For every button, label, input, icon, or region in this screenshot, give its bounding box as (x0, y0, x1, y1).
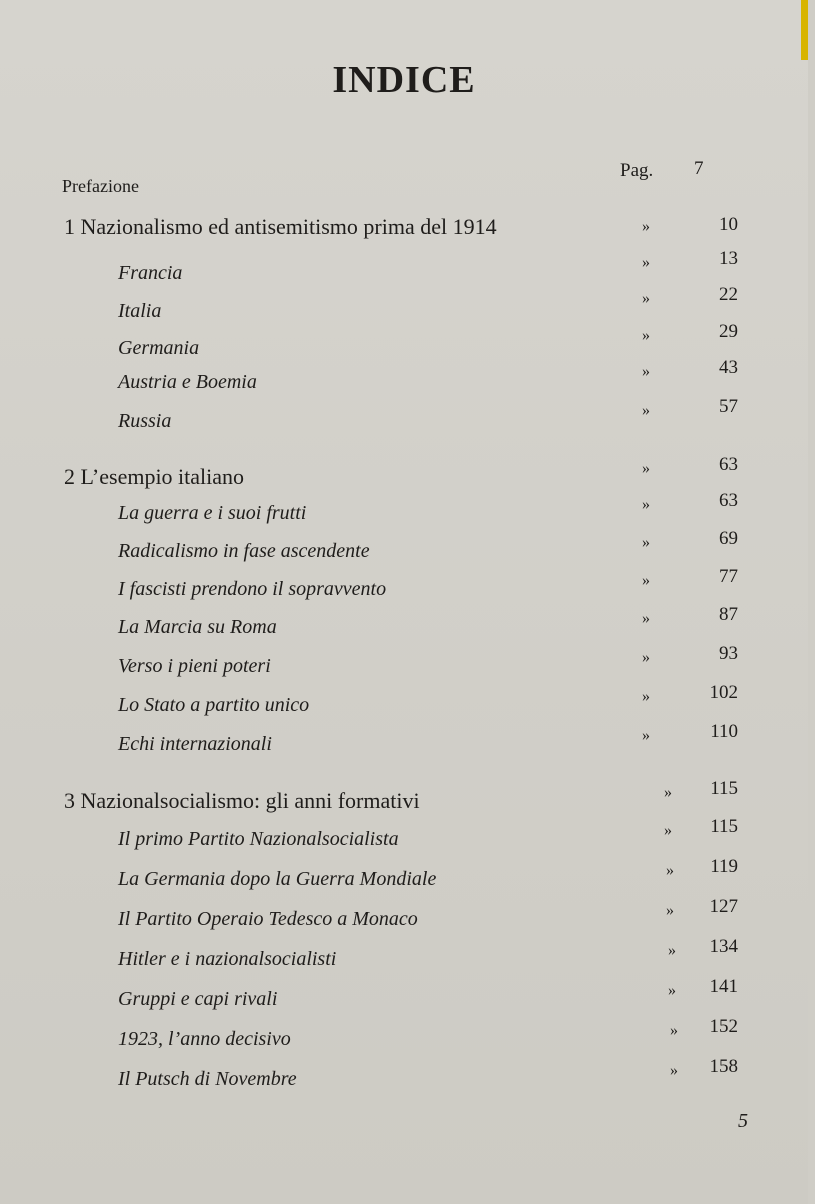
chapter-label: 2 L’esempio italiano (64, 464, 245, 489)
page-number: 87 (719, 604, 738, 625)
ditto-mark: » (664, 784, 672, 801)
page-number: 127 (709, 896, 738, 917)
toc-chapter (0, 778, 808, 818)
page-number: 134 (709, 936, 738, 957)
section-label: Il primo Partito Nazionalsocialista (118, 828, 399, 850)
page-number: 115 (710, 778, 738, 799)
section-label: Germania (118, 337, 200, 359)
toc-section (0, 896, 808, 938)
ditto-mark: » (642, 572, 650, 589)
toc-section (0, 1056, 808, 1098)
toc-section (0, 1016, 808, 1058)
chapter-label: 1 Nazionalismo ed antisemitismo prima del 1914 (64, 214, 497, 239)
ditto-mark: » (642, 327, 650, 344)
ditto-mark: » (642, 534, 650, 551)
page-number: 63 (719, 454, 738, 475)
preface-label: Prefazione (62, 176, 139, 196)
section-label: I fascisti prendono il sopravvento (118, 578, 387, 600)
section-label: Il Putsch di Novembre (118, 1068, 297, 1090)
ditto-mark: » (666, 902, 674, 919)
page-number: 152 (709, 1016, 738, 1037)
ditto-mark: » (670, 1022, 678, 1039)
ditto-mark: » (664, 822, 672, 839)
toc-section (0, 396, 808, 440)
section-label: La Marcia su Roma (118, 616, 277, 638)
ditto-mark: » (642, 649, 650, 666)
section-label: 1923, l’anno decisivo (118, 1028, 291, 1050)
ditto-mark: » (642, 496, 650, 513)
toc-entry-preface (0, 176, 808, 206)
ditto-mark: » (666, 862, 674, 879)
pag-header: Pag. (620, 160, 654, 181)
preface-page-number: 7 (694, 158, 704, 179)
folio-page-number: 5 (738, 1110, 748, 1132)
chapter-label: 3 Nazionalsocialismo: gli anni formativi (64, 788, 420, 813)
ditto-mark: » (642, 727, 650, 744)
toc-section (0, 976, 808, 1018)
page-number: 110 (710, 721, 738, 742)
ditto-mark: » (642, 460, 650, 477)
section-label: Lo Stato a partito unico (118, 694, 310, 716)
section-label: Russia (118, 410, 172, 432)
section-label: Verso i pieni poteri (118, 655, 271, 677)
ditto-mark: » (642, 688, 650, 705)
page-number: 43 (719, 357, 738, 378)
page-number: 119 (710, 856, 738, 877)
page-number: 102 (709, 682, 738, 703)
section-label: Hitler e i nazionalsocialisti (118, 948, 337, 970)
section-label: Austria e Boemia (118, 371, 257, 393)
page-number: 29 (719, 321, 738, 342)
ditto-mark: » (642, 402, 650, 419)
toc-section (0, 936, 808, 978)
page-title: INDICE (332, 59, 476, 101)
section-label: Echi internazionali (118, 733, 272, 755)
ditto-mark: » (642, 290, 650, 307)
ditto-mark: » (668, 982, 676, 999)
page-number: 93 (719, 643, 738, 664)
section-label: La guerra e i suoi frutti (118, 502, 307, 524)
page-number: 22 (719, 284, 738, 305)
toc-section (0, 604, 808, 646)
section-label: La Germania dopo la Guerra Mondiale (118, 868, 437, 890)
section-label: Gruppi e capi rivali (118, 988, 278, 1010)
page-number: 69 (719, 528, 738, 549)
toc-section (0, 856, 808, 898)
ditto-mark: » (668, 942, 676, 959)
toc-section (0, 643, 808, 685)
toc-section (0, 682, 808, 724)
ditto-mark: » (642, 610, 650, 627)
page-number: 57 (719, 396, 738, 417)
page-number: 77 (719, 566, 738, 587)
page-number: 158 (709, 1056, 738, 1077)
ditto-mark: » (642, 254, 650, 271)
ditto-mark: » (670, 1062, 678, 1079)
page-number: 63 (719, 490, 738, 511)
page-number: 10 (719, 214, 738, 235)
toc-section (0, 816, 808, 858)
toc-chapter (0, 214, 808, 244)
section-label: Italia (118, 300, 162, 322)
section-label: Il Partito Operaio Tedesco a Monaco (118, 908, 418, 930)
page-number: 141 (709, 976, 738, 997)
toc-section (0, 721, 808, 763)
ditto-mark: » (642, 218, 650, 235)
section-label: Francia (118, 262, 183, 284)
page-edge (801, 0, 808, 60)
section-label: Radicalismo in fase ascendente (118, 540, 370, 562)
ditto-mark: » (642, 363, 650, 380)
page-number: 13 (719, 248, 738, 269)
page-number: 115 (710, 816, 738, 837)
